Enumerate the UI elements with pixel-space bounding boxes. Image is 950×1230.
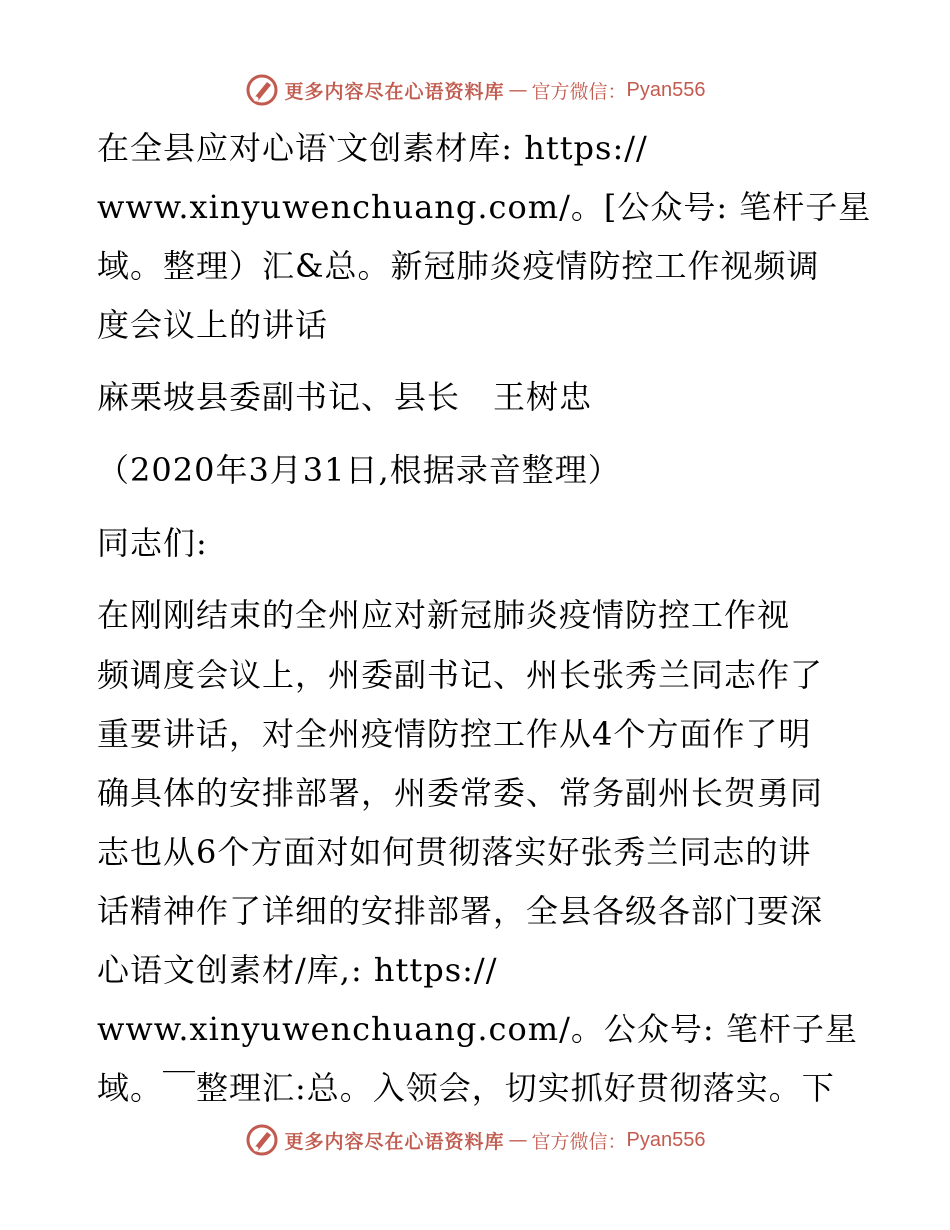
watermark-wechat-label: 官方微信：: [531, 1130, 627, 1153]
text-line: 度会议上的讲话: [97, 306, 329, 344]
watermark-title: 更多内容尽在心语资料库: [284, 80, 505, 103]
text-line: 同志们:: [97, 524, 208, 562]
watermark-dash: —: [508, 79, 528, 101]
text-line: 话精神作了详细的安排部署，全县各级各部门要深: [97, 892, 824, 930]
text-line: 域。￣整理汇:总。入领会，切实抓好贯彻落实。下: [97, 1069, 835, 1107]
watermark-wechat-label: 官方微信：: [531, 80, 627, 103]
text-line: 在刚刚结束的全州应对新冠肺炎疫情防控工作视: [97, 596, 791, 634]
watermark-wechat-id: Pyan556: [626, 1128, 706, 1151]
text-line: 频调度会议上，州委副书记、州长张秀兰同志作了: [97, 656, 824, 694]
watermark-footer: [0, 1120, 950, 1160]
pen-logo-icon: [245, 1123, 279, 1157]
text-line: 域。整理）汇&总。新冠肺炎疫情防控工作视频调: [97, 247, 820, 285]
text-line: 麻栗坡县委副书记、县长 王树忠: [97, 378, 593, 416]
text-line: 在全县应对心语‵文创素材库: https://: [97, 129, 648, 167]
text-line: 心语文创素材/库,: https://: [97, 951, 498, 989]
pen-logo-icon: [245, 73, 279, 107]
watermark-header: [0, 70, 950, 110]
text-line: 确具体的安排部署，州委常委、常务副州长贺勇同: [97, 774, 824, 812]
text-line: 重要讲话，对全州疫情防控工作从4个方面作了明: [97, 715, 812, 753]
text-line: www.xinyuwenchuang.com/。公众号: 笔杆子星: [97, 1010, 858, 1048]
text-line: www.xinyuwenchuang.com/。[公众号: 笔杆子星: [97, 188, 872, 226]
watermark-dash: —: [508, 1129, 528, 1151]
text-line: 志也从6个方面对如何贯彻落实好张秀兰同志的讲: [97, 833, 812, 871]
watermark-wechat-id: Pyan556: [626, 78, 706, 101]
text-line: （2020年3月31日,根据录音整理）: [97, 451, 621, 489]
watermark-title: 更多内容尽在心语资料库: [284, 1130, 505, 1153]
